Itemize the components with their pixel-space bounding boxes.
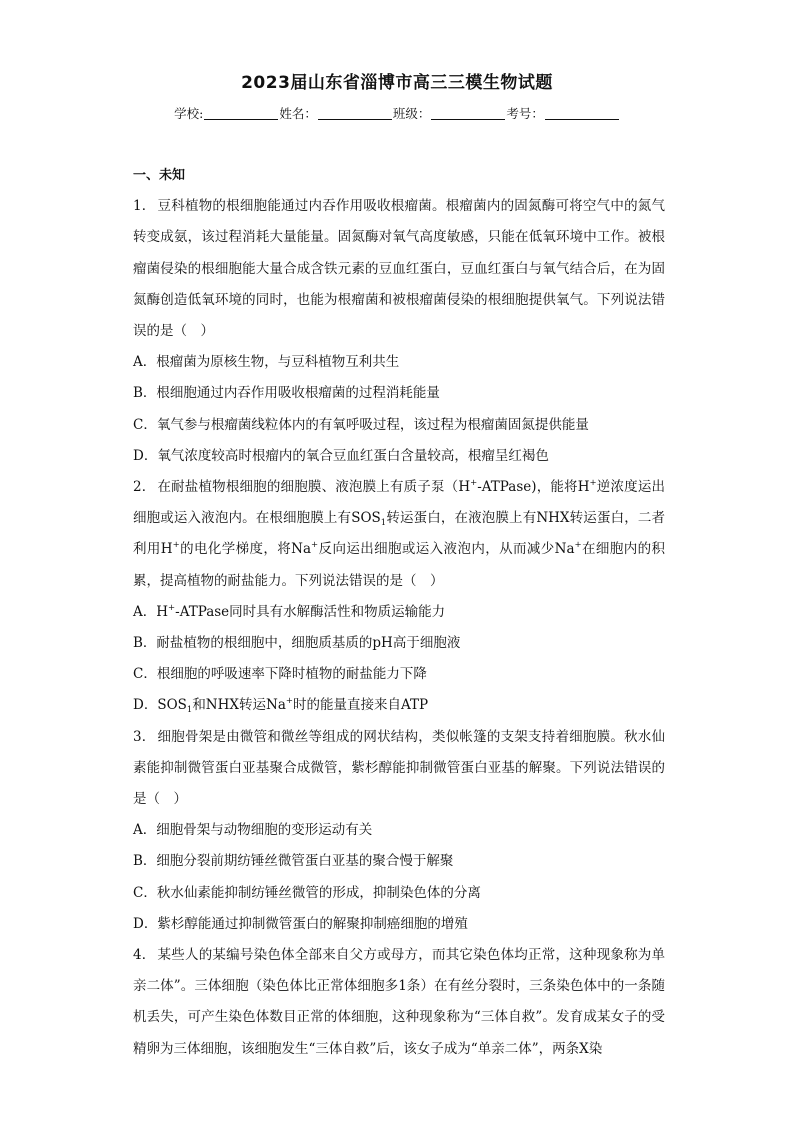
question-text: 豆科植物的根细胞能通过内吞作用吸收根瘤菌。根瘤菌内的固氮酶可将空气中的氮气转变成氨，该过程消耗大量能量。固氮酶对氧气高度敏感，只能在低氧环境中工作。被根瘤菌侵染的根细胞能大量合成含铁元素的豆血红蛋白，豆血红蛋白与氧气结合后，在为固氮酶创造低氧环境的同时，也能为根瘤菌和被根瘤菌侵染的根细胞提供氧气。下列说法错误的是（ ） — [133, 198, 666, 340]
question-text-part: 转运蛋白，在液泡膜上有NHX转运蛋白，二者利用H — [133, 510, 665, 558]
student-info-line — [0, 104, 794, 122]
question-number: 3． — [133, 728, 156, 745]
school-blank — [204, 107, 278, 120]
question-3-stem — [133, 722, 665, 816]
class-blank — [431, 107, 505, 120]
school-label: 学校: — [174, 106, 204, 121]
number-label: 考号： — [506, 106, 544, 121]
option-text-part: 和NHX转运Na — [192, 697, 286, 714]
class-label: 班级： — [392, 106, 431, 121]
question-1-option-b: B．根细胞通过内吞作用吸收根瘤菌的过程消耗能量 — [133, 385, 440, 402]
number-blank — [545, 107, 619, 120]
question-2-option-b: B．耐盐植物的根细胞中，细胞质基质的pH高于细胞液 — [133, 635, 461, 652]
section-heading: 一、未知 — [133, 168, 186, 183]
question-3-option-b: B．细胞分裂前期纺锤丝微管蛋白亚基的聚合慢于解聚 — [133, 853, 454, 870]
question-2-stem — [133, 472, 665, 597]
option-text-part: 时的能量直接来自ATP — [293, 697, 429, 714]
question-2-option-c: C．根细胞的呼吸速率下降时植物的耐盐能力下降 — [133, 666, 427, 683]
question-text-part: 在耐盐植物根细胞的细胞膜、液泡膜上有质子泵（H — [157, 479, 471, 496]
option-text-part: -ATPase同时具有水解酶活性和物质运输能力 — [175, 603, 446, 620]
question-text-part: 在细胞内的积累，提高植物的耐盐能力。下列说法错误的是（ ） — [133, 541, 665, 589]
question-2-option-d — [133, 690, 665, 721]
subscript-one: 1 — [186, 705, 193, 716]
question-text-part: 的电化学梯度，将Na — [179, 541, 312, 558]
question-3-option-d: D．紫杉醇能通过抑制微管蛋白的解聚抑制癌细胞的增殖 — [133, 915, 468, 932]
superscript-plus: + — [311, 540, 319, 551]
question-2-option-a — [133, 597, 665, 628]
question-number: 1． — [133, 198, 156, 215]
superscript-plus: + — [172, 540, 180, 551]
superscript-plus: + — [470, 478, 478, 489]
subscript-one: 1 — [380, 518, 387, 529]
question-text: 某些人的某编号染色体全部来自父方或母方，而其它染色体均正常，这种现象称为单亲二体”。三体细胞（染色体比正常体细胞多1条）在有丝分裂时，三条染色体中的一条随机丢失，可产生染色体数目正常的体细胞，这种现象称为“三体自救”。发育成某女子的受精卵为三体细胞，该细胞发生“三体自救”后，该女子成为“单亲二体”，两条X染 — [133, 947, 666, 1057]
question-text-part: 反向运出细胞或运入液泡内，从而减少Na — [318, 541, 575, 558]
question-text-part: 逆浓度运出细胞或运入液泡内。在根细胞膜上有SOS — [133, 479, 666, 527]
name-label: 姓名： — [279, 106, 317, 121]
option-text-part: A．H — [133, 603, 169, 620]
question-text-part: -ATPase)，能将H — [477, 479, 590, 496]
question-content — [133, 160, 665, 1065]
superscript-plus: + — [285, 696, 293, 707]
question-number: 4． — [133, 947, 156, 964]
question-4-stem — [133, 940, 665, 1065]
superscript-plus: + — [168, 602, 176, 613]
question-1-stem — [133, 191, 665, 347]
name-blank — [318, 107, 392, 120]
superscript-plus: + — [589, 478, 597, 489]
option-text-part: D．SOS — [133, 697, 187, 714]
page-title: 2023届山东省淄博市高三三模生物试题 — [241, 73, 553, 93]
question-number: 2． — [133, 479, 156, 496]
question-1-option-a: A．根瘤菌为原核生物，与豆科植物互利共生 — [133, 354, 400, 371]
question-3-option-c: C．秋水仙素能抑制纺锤丝微管的形成，抑制染色体的分离 — [133, 884, 481, 901]
superscript-plus: + — [574, 540, 582, 551]
question-1-option-c: C．氧气参与根瘤菌线粒体内的有氧呼吸过程，该过程为根瘤菌固氮提供能量 — [133, 416, 589, 433]
question-3-option-a: A．细胞骨架与动物细胞的变形运动有关 — [133, 822, 373, 839]
question-text: 细胞骨架是由微管和微丝等组成的网状结构，类似帐篷的支架支持着细胞膜。秋水仙素能抑制微管蛋白亚基聚合成微管，紫杉醇能抑制微管蛋白亚基的解聚。下列说法错误的是（ ） — [133, 728, 666, 808]
question-1-option-d: D．氧气浓度较高时根瘤内的氧合豆血红蛋白含量较高，根瘤呈红褐色 — [133, 447, 549, 464]
